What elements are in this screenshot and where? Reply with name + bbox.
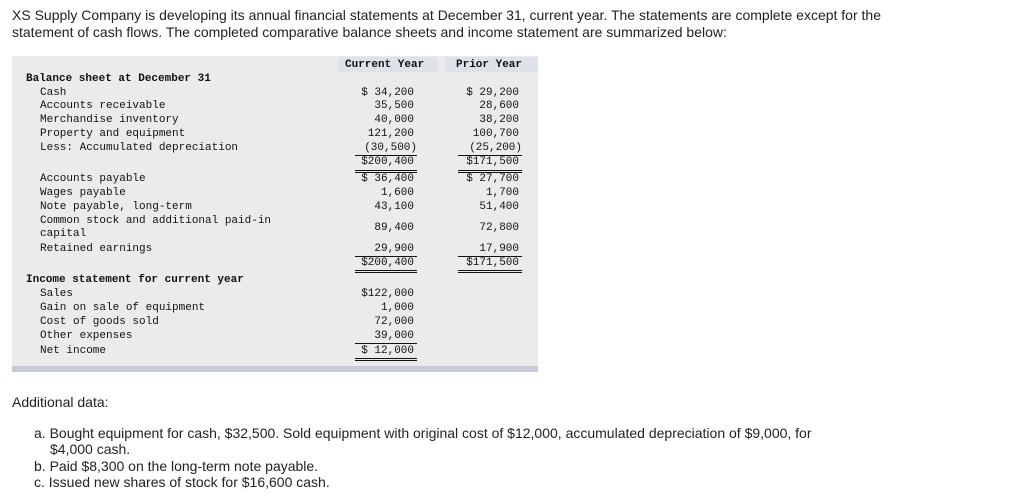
subtotal-rule	[355, 343, 417, 344]
asset-current: 35,500	[374, 100, 414, 112]
income-label: Sales	[40, 288, 74, 300]
asset-prior: 100,700	[472, 128, 519, 140]
total-assets-prior: $171,500	[466, 156, 519, 168]
liability-prior: 72,800	[479, 222, 519, 234]
total-double-rule	[458, 270, 522, 271]
asset-prior: (25,200)	[469, 142, 522, 154]
total-double-rule	[355, 270, 417, 271]
income-label: Other expenses	[40, 330, 133, 342]
asset-current: $ 34,200	[361, 87, 414, 99]
total-double-rule	[355, 170, 417, 171]
income-label: Net income	[40, 345, 107, 357]
additional-data-title: Additional data:	[12, 394, 109, 410]
panel-bottom-bar	[12, 366, 538, 372]
asset-prior: $ 29,200	[466, 87, 519, 99]
liability-label: Wages payable	[40, 187, 126, 199]
liability-current: 43,100	[374, 201, 414, 213]
additional-item-b: b. Paid $8,300 on the long-term note payable.	[34, 458, 319, 474]
total-double-rule	[355, 360, 417, 361]
prior-year-header: Prior Year	[456, 59, 523, 71]
current-year-header: Current Year	[345, 59, 425, 71]
total-assets-current: $200,400	[361, 156, 414, 168]
asset-current: 121,200	[367, 128, 414, 140]
income-value: 39,000	[374, 330, 414, 342]
liability-label-cont: capital	[40, 228, 87, 240]
total-double-rule	[355, 358, 417, 359]
liability-prior: 51,400	[479, 201, 519, 213]
asset-current: (30,500)	[364, 142, 417, 154]
income-value: 1,000	[380, 302, 414, 314]
liability-label: Retained earnings	[40, 243, 153, 255]
asset-label: Less: Accumulated depreciation	[40, 142, 239, 154]
income-value: $122,000	[361, 288, 414, 300]
asset-current: 40,000	[374, 114, 414, 126]
liability-current: 29,900	[374, 243, 414, 255]
asset-label: Property and equipment	[40, 128, 186, 140]
liability-label: Accounts payable	[40, 173, 146, 185]
income-value: 72,000	[374, 316, 414, 328]
liability-current: 89,400	[374, 222, 414, 234]
total-double-rule	[458, 272, 522, 273]
liability-prior: $ 27,700	[466, 173, 519, 185]
asset-prior: 28,600	[479, 100, 519, 112]
liability-current: 1,600	[380, 187, 414, 199]
liability-prior: 17,900	[479, 243, 519, 255]
total-liabilities-prior: $171,500	[466, 257, 519, 269]
balance-sheet-title: Balance sheet at December 31	[26, 73, 211, 85]
total-double-rule	[355, 272, 417, 273]
net-income-value: $ 12,000	[361, 345, 414, 357]
asset-label: Accounts receivable	[40, 100, 166, 112]
additional-item-a: a. Bought equipment for cash, $32,500. Sold equipment with original cost of $12,000, accumulated depreciation of $9,000, for	[34, 425, 812, 441]
liability-current: $ 36,400	[361, 173, 414, 185]
asset-prior: 38,200	[479, 114, 519, 126]
additional-item-a-cont: $4,000 cash.	[50, 441, 131, 457]
total-double-rule	[458, 170, 522, 171]
liability-label: Common stock and additional paid-in	[40, 215, 272, 227]
intro-text: XS Supply Company is developing its annual financial statements at December 31, current year. The statements are complete except for the statement of cash flows. The completed comparative balance sheets and income statement are summarized below:	[12, 7, 881, 40]
income-statement-title: Income statement for current year	[26, 274, 244, 286]
liability-label: Note payable, long-term	[40, 201, 192, 213]
additional-item-c: c. Issued new shares of stock for $16,600 cash.	[34, 474, 330, 490]
income-label: Gain on sale of equipment	[40, 302, 206, 314]
liability-prior: 1,700	[485, 187, 519, 199]
asset-label: Cash	[40, 87, 67, 99]
asset-label: Merchandise inventory	[40, 114, 179, 126]
total-liabilities-current: $200,400	[361, 257, 414, 269]
income-label: Cost of goods sold	[40, 316, 159, 328]
